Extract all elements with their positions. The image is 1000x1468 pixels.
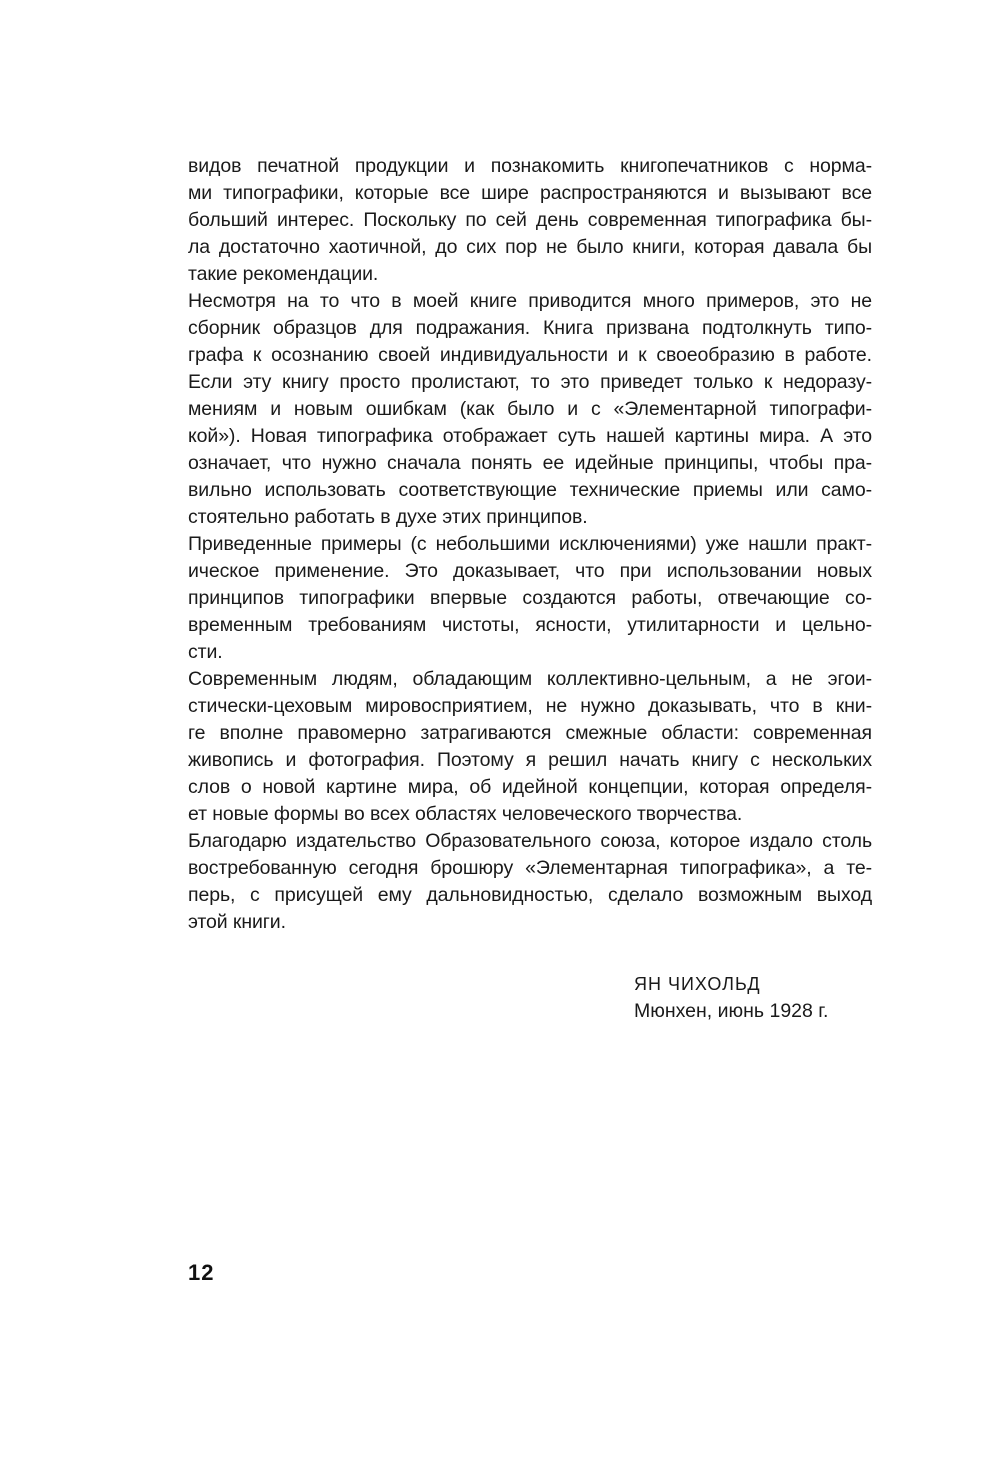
author-name: ЯН ЧИХОЛЬД <box>634 974 761 994</box>
text-line: означает, что нужно сначала понять ее идейные принципы, чтобы пра- <box>188 452 872 474</box>
text-line: Несмотря на то что в моей книге приводится много примеров, это не <box>188 290 872 312</box>
text-line: сти. <box>188 641 223 663</box>
text-line: перь, с присущей ему дальновидностью, сделало возможным выход <box>188 884 872 906</box>
text-line: графа к осознанию своей индивидуальности и к своеобразию в работе. <box>188 344 872 366</box>
text-line: ла достаточно хаотичной, до сих пор не было книги, которая давала бы <box>188 236 872 258</box>
text-line: Приведенные примеры (с небольшими исключениями) уже нашли практ- <box>188 533 872 555</box>
page-number: 12 <box>188 1260 215 1285</box>
text-line: Современным людям, обладающим коллективно-цельным, а не эгои- <box>188 668 872 690</box>
text-line: сборник образцов для подражания. Книга призвана подтолкнуть типо- <box>188 317 872 339</box>
text-line: принципов типографики впервые создаются работы, отвечающие со- <box>188 587 872 609</box>
text-line: Если эту книгу просто пролистают, то это приведет только к недоразу- <box>188 371 872 393</box>
text-line: ми типографики, которые все шире распространяются и вызывают все <box>188 182 872 204</box>
body-text <box>188 153 872 936</box>
text-line: мениям и новым ошибкам (как было и с «Элементарной типографи- <box>188 398 872 420</box>
signature-block <box>634 971 934 1025</box>
text-line: ическое применение. Это доказывает, что при использовании новых <box>188 560 872 582</box>
text-line: стически-цеховым мировосприятием, не нужно доказывать, что в кни- <box>188 695 872 717</box>
text-line: этой книги. <box>188 911 286 933</box>
text-line: стоятельно работать в духе этих принципов. <box>188 506 588 528</box>
text-line: кой»). Новая типографика отображает суть нашей картины мира. А это <box>188 425 872 447</box>
text-line: видов печатной продукции и познакомить книгопечатников с норма- <box>188 155 872 177</box>
text-line: временным требованиям чистоты, ясности, утилитарности и цельно- <box>188 614 872 636</box>
place-date: Мюнхен, июнь 1928 г. <box>634 1000 829 1022</box>
text-line: ет новые формы во всех областях человеческого творчества. <box>188 803 743 825</box>
text-line: Благодарю издательство Образовательного союза, которое издало столь <box>188 830 872 852</box>
text-line: живопись и фотография. Поэтому я решил начать книгу с нескольких <box>188 749 872 771</box>
text-line: больший интерес. Поскольку по сей день современная типографика бы- <box>188 209 872 231</box>
text-line: такие рекомендации. <box>188 263 379 285</box>
text-line: востребованную сегодня брошюру «Элементарная типографика», а те- <box>188 857 872 879</box>
text-line: ге вполне правомерно затрагиваются смежные области: современная <box>188 722 872 744</box>
text-line: слов о новой картине мира, об идейной концепции, которая определя- <box>188 776 872 798</box>
text-line: вильно использовать соответствующие технические приемы или само- <box>188 479 872 501</box>
